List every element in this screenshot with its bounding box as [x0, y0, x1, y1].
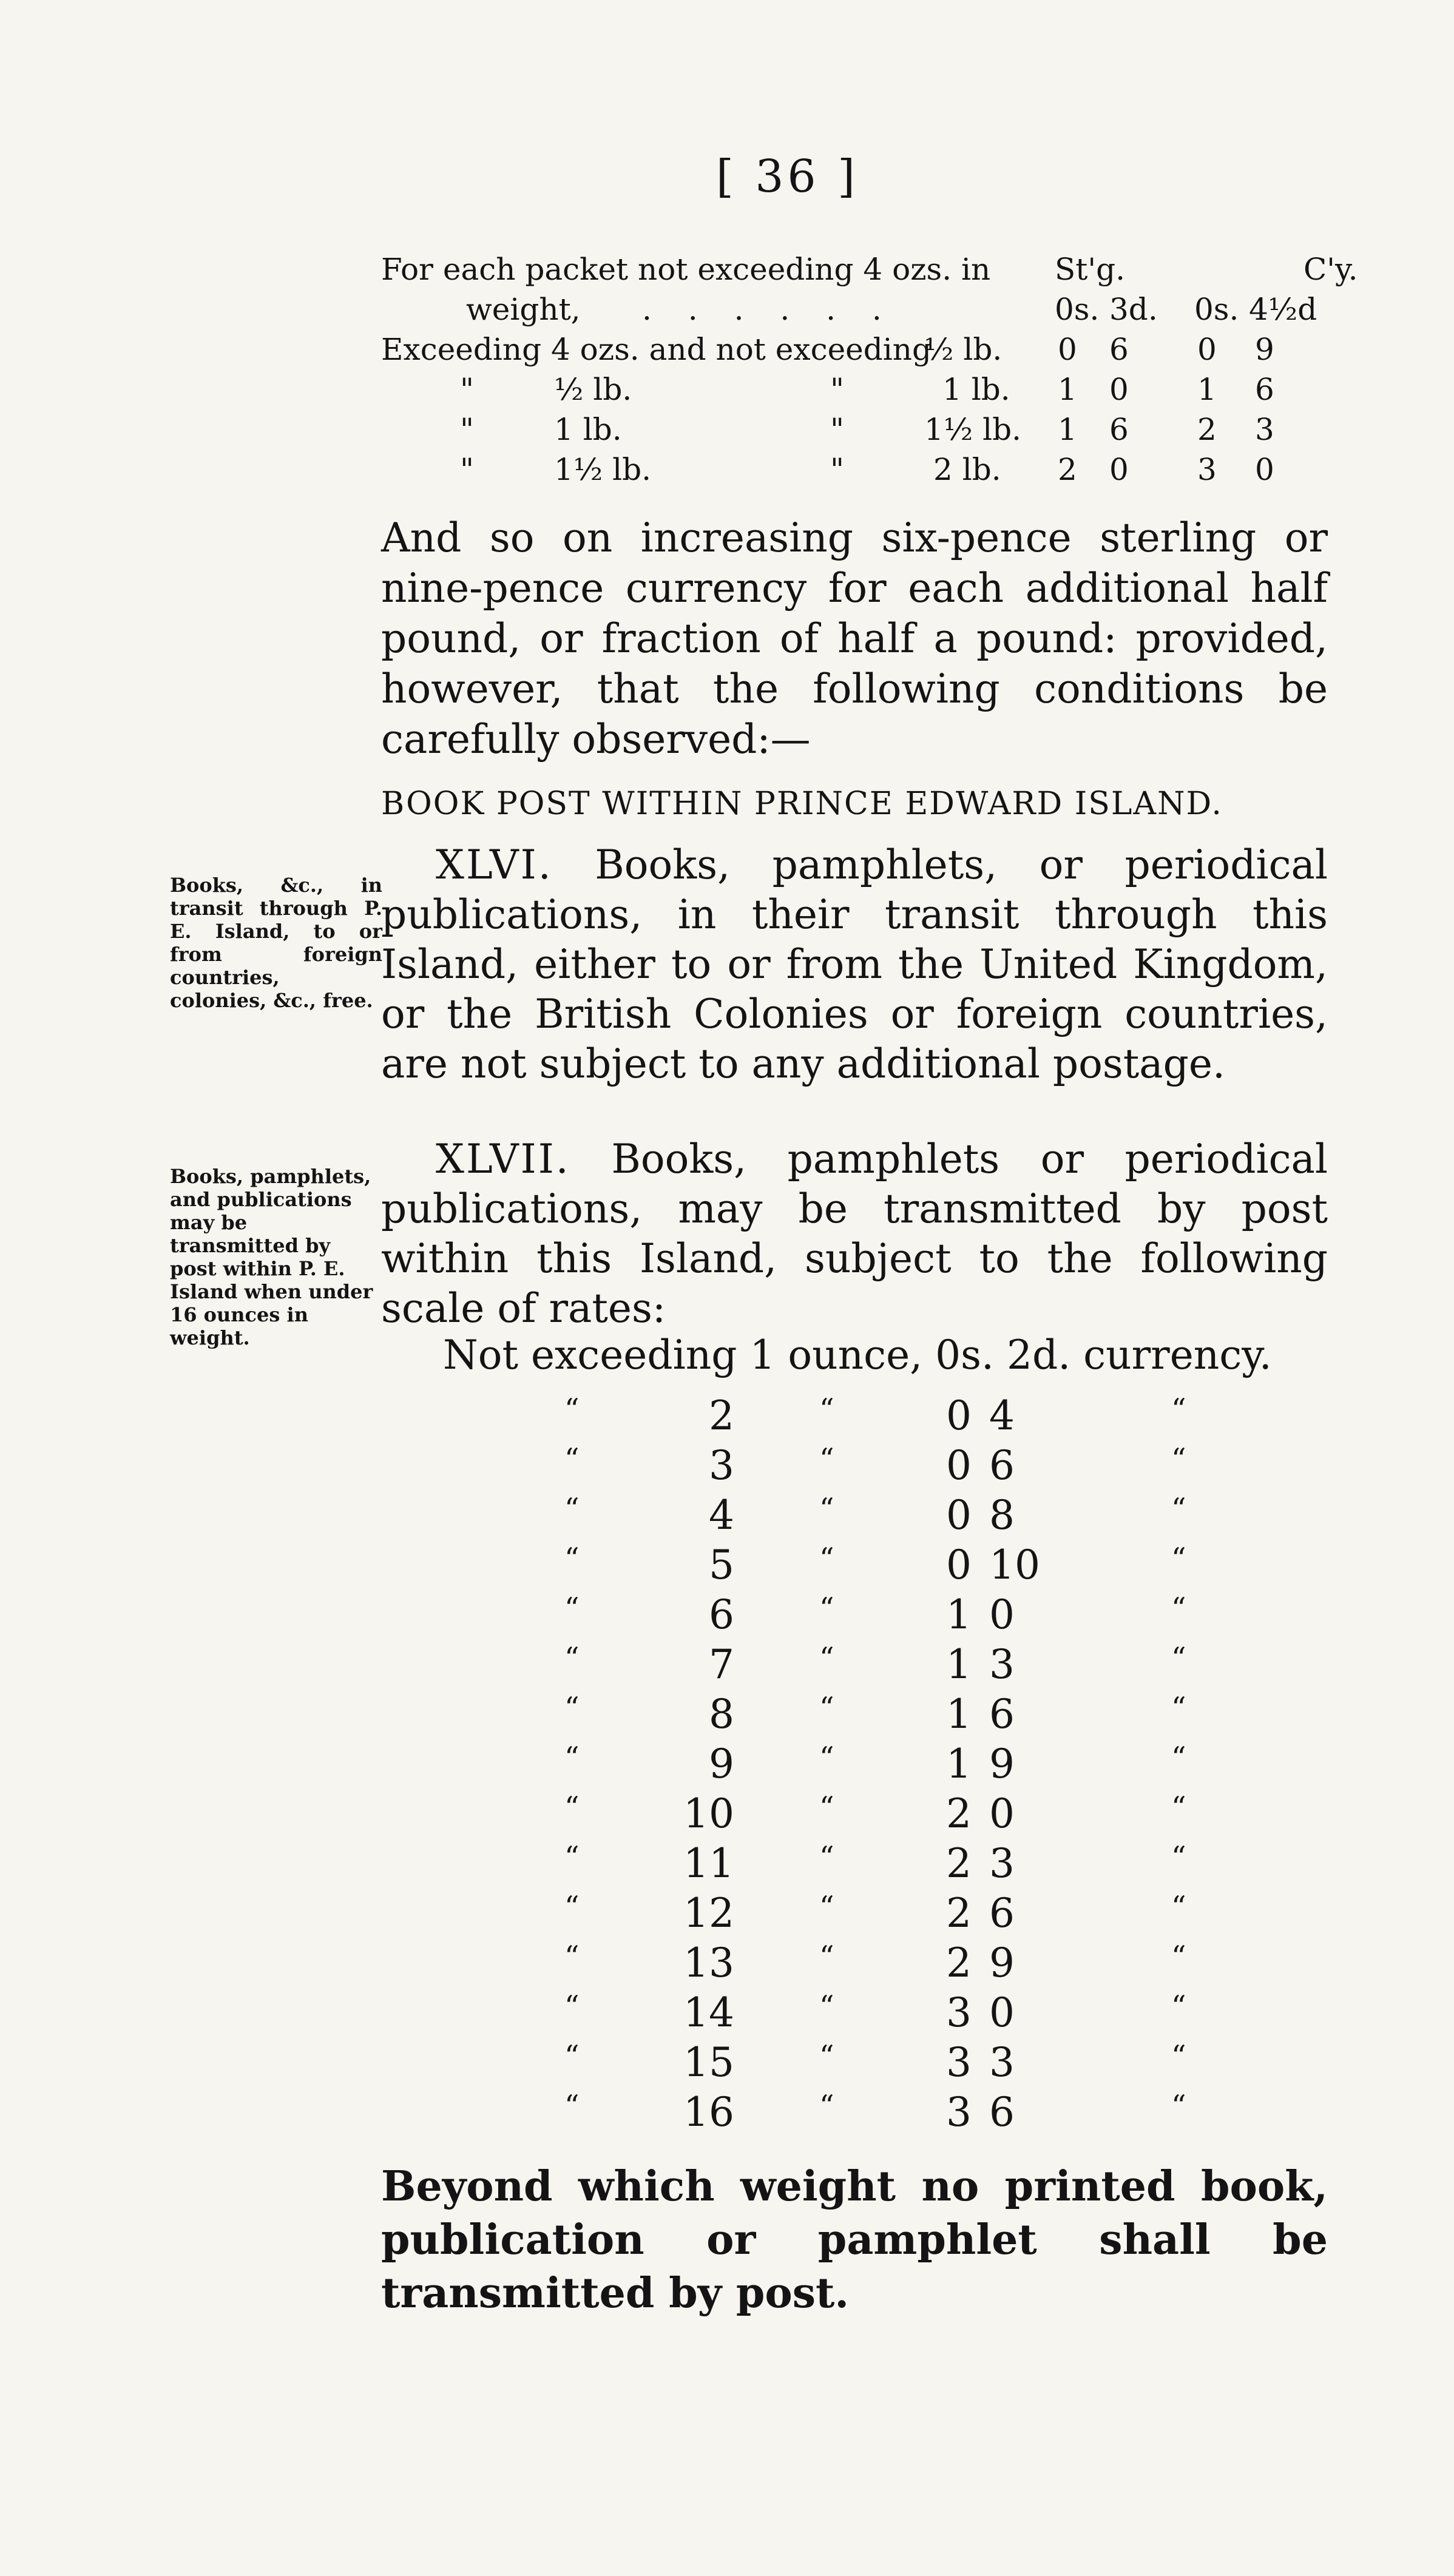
- pence-value: 3: [989, 1840, 1015, 1887]
- section-heading: BOOK POST WITHIN PRINCE EDWARD ISLAND.: [381, 786, 1223, 822]
- ditto-mark: “: [1171, 1741, 1186, 1775]
- pence-value: 3: [989, 1641, 1015, 1688]
- ditto-mark: “: [819, 2039, 834, 2073]
- rate-row-from: 1½ lb.: [554, 452, 652, 487]
- table-row: [381, 292, 1328, 332]
- sterling-shillings: 0s.: [1055, 292, 1100, 327]
- ditto-mark: “: [564, 1591, 580, 1625]
- table-row: [381, 412, 1328, 452]
- ditto-mark: “: [819, 1741, 834, 1775]
- ditto-mark: ": [460, 372, 474, 407]
- pence-value: 3: [989, 2039, 1015, 2086]
- pence-value: 0: [989, 1989, 1015, 2036]
- table-row: [564, 1591, 1293, 1641]
- currency-shillings: 3: [1197, 452, 1217, 487]
- section-number: XLVII.: [436, 1136, 570, 1182]
- shillings-value: 0: [946, 1542, 972, 1588]
- ditto-mark: “: [1171, 1890, 1186, 1924]
- shillings-value: 0: [946, 1492, 972, 1539]
- sterling-pence: 0: [1109, 372, 1129, 407]
- shillings-value: 2: [946, 1790, 972, 1837]
- ditto-mark: “: [564, 1492, 580, 1526]
- shillings-value: 1: [946, 1741, 972, 1787]
- section-47-paragraph: [381, 1135, 1328, 1334]
- ditto-mark: “: [819, 1442, 834, 1476]
- section-text: Books, pamphlets or periodical publications, may be transmitted by post within this Island, subject to the following scale of rates:: [381, 1136, 1328, 1332]
- ditto-mark: “: [564, 1790, 580, 1824]
- postage-scale-table: [564, 1392, 1293, 2139]
- ditto-mark: “: [1171, 2039, 1186, 2073]
- sterling-shillings: 0: [1058, 332, 1077, 367]
- pence-value: 9: [989, 1741, 1015, 1787]
- closing-paragraph: Beyond which weight no printed book, publication or pamphlet shall be transmitted by post.: [381, 2162, 1328, 2318]
- rate-row-desc: Exceeding 4 ozs. and not exceeding: [381, 332, 932, 367]
- sterling-pence: 6: [1109, 412, 1129, 447]
- shillings-value: 0: [946, 1442, 972, 1489]
- ditto-mark: “: [564, 1940, 580, 1974]
- ditto-mark: “: [564, 2039, 580, 2073]
- ditto-mark: “: [564, 1890, 580, 1924]
- ditto-mark: “: [1171, 1542, 1186, 1576]
- ditto-mark: “: [564, 1691, 580, 1725]
- ounce-value: 15: [683, 2039, 734, 2086]
- table-row: [564, 1741, 1293, 1790]
- side-note-47: Books, pamphlets, and publications may be transmitted by post within P. E. Island when under 16 ounces in weight.: [170, 1165, 373, 1349]
- shillings-value: 3: [946, 2039, 972, 2086]
- currency-shillings: 2: [1197, 412, 1217, 447]
- ditto-mark: “: [1171, 1790, 1186, 1824]
- postage-scale-intro: Not exceeding 1 ounce, 0s. 2d. currency.: [443, 1332, 1272, 1378]
- section-46-paragraph: [381, 840, 1328, 1089]
- ditto-mark: “: [564, 1442, 580, 1476]
- ditto-mark: “: [819, 1890, 834, 1924]
- sterling-shillings: 1: [1058, 412, 1077, 447]
- side-note-46: Books, &c., in transit through P. E. Island, to or from foreign countries, colonies, &c., free.: [170, 874, 382, 1012]
- leader-dots: . . . . . .: [642, 292, 895, 327]
- ditto-mark: “: [1171, 1840, 1186, 1874]
- ditto-mark: “: [819, 1989, 834, 2023]
- table-row: [381, 452, 1328, 492]
- ditto-mark: ": [830, 452, 844, 487]
- ditto-mark: “: [564, 1542, 580, 1576]
- table-row: [564, 1691, 1293, 1741]
- currency-shillings: 0: [1197, 332, 1217, 367]
- ounce-value: 10: [683, 1790, 734, 1837]
- ditto-mark: “: [819, 1591, 834, 1625]
- table-row: [564, 1542, 1293, 1591]
- shillings-value: 3: [946, 2089, 972, 2136]
- currency-shillings: 1: [1197, 372, 1217, 407]
- ditto-mark: “: [819, 1542, 834, 1576]
- ounce-value: 11: [683, 1840, 734, 1887]
- ditto-mark: “: [564, 1741, 580, 1775]
- ditto-mark: “: [1171, 1989, 1186, 2023]
- currency-pence: 4½d: [1249, 292, 1317, 327]
- table-row: [564, 1890, 1293, 1940]
- table-row: [564, 1442, 1293, 1492]
- table-row: [381, 252, 1358, 292]
- currency-pence: 0: [1255, 452, 1274, 487]
- shillings-value: 3: [946, 1989, 972, 2036]
- shillings-value: 2: [946, 1840, 972, 1887]
- ditto-mark: “: [819, 1641, 834, 1675]
- ditto-mark: ": [830, 372, 844, 407]
- pence-value: 6: [989, 1890, 1015, 1937]
- ditto-mark: “: [1171, 1940, 1186, 1974]
- table-row: [564, 1641, 1293, 1691]
- ditto-mark: “: [1171, 2089, 1186, 2123]
- pence-value: 6: [989, 1691, 1015, 1738]
- ditto-mark: “: [1171, 1392, 1186, 1426]
- ounce-value: 16: [683, 2089, 734, 2136]
- rate-row-from: 1 lb.: [554, 412, 622, 447]
- section-number: XLVI.: [436, 841, 553, 888]
- ditto-mark: “: [1171, 1641, 1186, 1675]
- table-row: [564, 1392, 1293, 1442]
- sterling-shillings: 2: [1058, 452, 1077, 487]
- table-row: [564, 1989, 1293, 2039]
- ounce-value: 2: [709, 1392, 734, 1439]
- section-text: Books, pamphlets, or periodical publications, in their transit through this Island, either to or from the United Kingdom, or the British Colonies or foreign countries, are not subject to any additional postage.: [381, 841, 1328, 1087]
- ounce-value: 12: [683, 1890, 734, 1937]
- table-row: [564, 1840, 1293, 1890]
- ditto-mark: “: [1171, 1691, 1186, 1725]
- pence-value: 4: [989, 1392, 1015, 1439]
- shillings-value: 2: [946, 1890, 972, 1937]
- ditto-mark: “: [564, 1641, 580, 1675]
- ditto-mark: “: [1171, 1442, 1186, 1476]
- currency-pence: 6: [1255, 372, 1274, 407]
- ditto-mark: “: [564, 1392, 580, 1426]
- shillings-value: 1: [946, 1691, 972, 1738]
- rate-row-desc: weight,: [466, 292, 581, 327]
- ounce-value: 8: [709, 1691, 734, 1738]
- ounce-value: 3: [709, 1442, 734, 1489]
- shillings-value: 2: [946, 1940, 972, 1986]
- ditto-mark: “: [819, 1940, 834, 1974]
- rate-row-to: 1½ lb.: [924, 412, 1022, 447]
- page-number: [ 36 ]: [716, 150, 859, 203]
- ditto-mark: “: [819, 1691, 834, 1725]
- currency-shillings: 0s.: [1194, 292, 1239, 327]
- sterling-header: St'g.: [1055, 252, 1125, 287]
- pence-value: 0: [989, 1591, 1015, 1638]
- pence-value: 8: [989, 1492, 1015, 1539]
- shillings-value: 0: [946, 1392, 972, 1439]
- packet-rate-table: [381, 252, 1358, 492]
- table-row: [381, 332, 1328, 372]
- rate-row-from: ½ lb.: [554, 372, 632, 407]
- sterling-pence: 0: [1109, 452, 1129, 487]
- shillings-value: 1: [946, 1591, 972, 1638]
- ounce-value: 5: [709, 1542, 734, 1588]
- table-row: [564, 2089, 1293, 2139]
- table-row: [381, 372, 1328, 412]
- ounce-value: 6: [709, 1591, 734, 1638]
- ditto-mark: “: [1171, 1492, 1186, 1526]
- shillings-value: 1: [946, 1641, 972, 1688]
- ditto-mark: “: [564, 1989, 580, 2023]
- sterling-pence: 6: [1109, 332, 1129, 367]
- currency-pence: 9: [1255, 332, 1274, 367]
- table-row: [564, 1940, 1293, 1989]
- ditto-mark: ": [830, 412, 844, 447]
- pence-value: 6: [989, 2089, 1015, 2136]
- rate-row-desc: For each packet not exceeding 4 ozs. in: [381, 252, 991, 287]
- currency-header: C'y.: [1304, 252, 1358, 287]
- ditto-mark: “: [1171, 1591, 1186, 1625]
- rate-row-to: 2 lb.: [933, 452, 1001, 487]
- ditto-mark: ": [460, 412, 474, 447]
- ditto-mark: ": [460, 452, 474, 487]
- pence-value: 9: [989, 1940, 1015, 1986]
- currency-pence: 3: [1255, 412, 1274, 447]
- rate-row-to: ½ lb.: [924, 332, 1003, 367]
- ditto-mark: “: [564, 2089, 580, 2123]
- table-row: [564, 2039, 1293, 2089]
- ounce-value: 13: [683, 1940, 734, 1986]
- ditto-mark: “: [819, 1790, 834, 1824]
- sterling-pence: 3d.: [1109, 292, 1158, 327]
- ditto-mark: “: [819, 1492, 834, 1526]
- ditto-mark: “: [564, 1840, 580, 1874]
- ounce-value: 14: [683, 1989, 734, 2036]
- table-row: [564, 1790, 1293, 1840]
- pence-value: 10: [989, 1542, 1040, 1588]
- ditto-mark: “: [819, 1392, 834, 1426]
- ditto-mark: “: [819, 2089, 834, 2123]
- ounce-value: 9: [709, 1741, 734, 1787]
- sterling-shillings: 1: [1058, 372, 1077, 407]
- pence-value: 6: [989, 1442, 1015, 1489]
- ounce-value: 7: [709, 1641, 734, 1688]
- ditto-mark: “: [819, 1840, 834, 1874]
- ounce-value: 4: [709, 1492, 734, 1539]
- pence-value: 0: [989, 1790, 1015, 1837]
- rate-row-to: 1 lb.: [942, 372, 1010, 407]
- table-row: [564, 1492, 1293, 1542]
- intro-paragraph: And so on increasing six-pence sterling or nine-pence currency for each additional half pound, or fraction of half a pound: provided, however, that the following conditions be carefully observed:—: [381, 514, 1328, 763]
